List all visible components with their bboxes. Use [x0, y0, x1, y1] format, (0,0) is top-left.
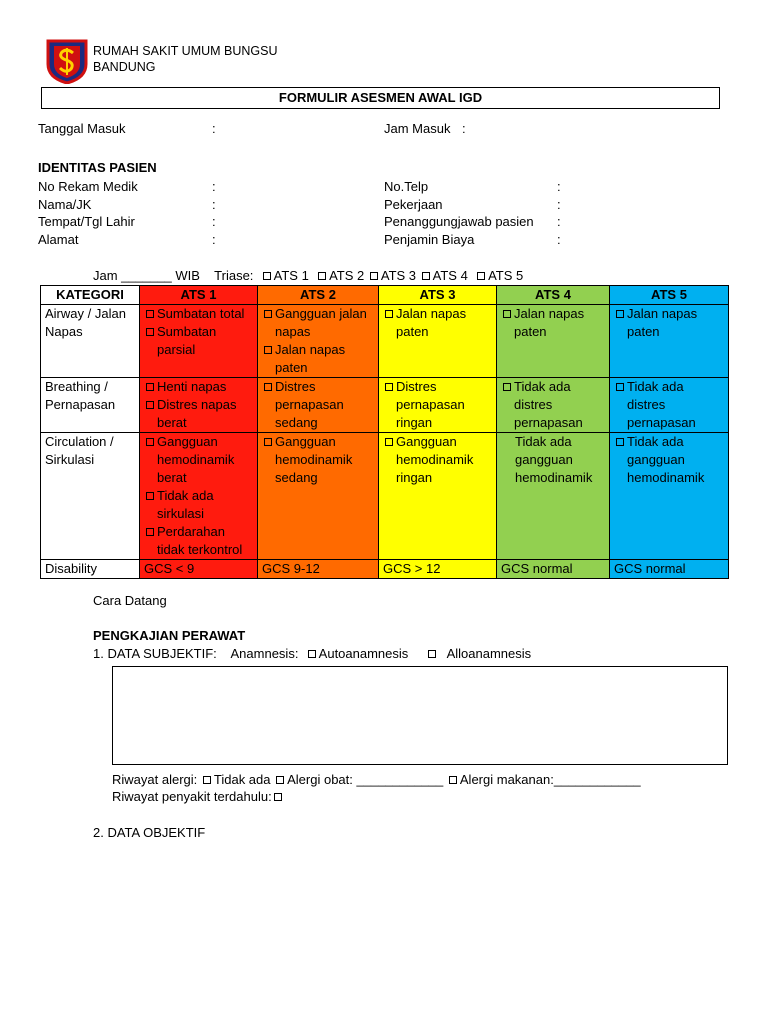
item-label: Tidak ada sirkulasi — [157, 488, 214, 521]
header-ats1: ATS 1 — [140, 286, 258, 305]
item-label: Distres pernapasan sedang — [275, 379, 344, 430]
triage-cell — [258, 433, 379, 560]
cell-item — [383, 305, 492, 341]
item-checkbox[interactable] — [146, 328, 154, 336]
subjective-textbox[interactable] — [112, 666, 728, 765]
item-checkbox[interactable] — [503, 383, 511, 391]
category-cell: Circulation / Sirkulasi — [41, 433, 140, 560]
triage-cell — [610, 560, 729, 579]
cell-item — [144, 305, 253, 323]
header-ats2: ATS 2 — [258, 286, 379, 305]
ats-option: ATS 4 — [432, 268, 468, 283]
item-label: Gangguan hemodinamik ringan — [396, 434, 474, 485]
item-label: Jalan napas paten — [396, 306, 467, 339]
category-cell: Disability — [41, 560, 140, 579]
form-title: FORMULIR ASESMEN AWAL IGD — [41, 87, 720, 109]
item-label: Perdarahan tidak terkontrol — [157, 524, 243, 557]
triage-cell — [497, 378, 610, 433]
item-label: Distres pernapasan ringan — [396, 379, 465, 430]
triage-cell — [610, 305, 729, 378]
cell-item — [262, 305, 374, 341]
item-checkbox[interactable] — [385, 383, 393, 391]
triage-cell — [497, 305, 610, 378]
header-ats3: ATS 3 — [379, 286, 497, 305]
item-label: Jalan napas paten — [514, 306, 585, 339]
hospital-name-line2: BANDUNG — [93, 60, 156, 74]
item-label: Gangguan hemodinamik sedang — [275, 434, 353, 485]
cell-item — [501, 305, 605, 341]
header-kategori: KATEGORI — [41, 286, 140, 305]
subjective-line — [93, 645, 531, 663]
cell-item — [614, 378, 724, 432]
ats3-checkbox[interactable] — [370, 272, 378, 280]
cell-item — [144, 433, 253, 487]
alloanamnesis-checkbox[interactable] — [428, 650, 436, 658]
item-checkbox[interactable] — [503, 310, 511, 318]
cell-item — [614, 560, 724, 578]
triage-cell — [258, 560, 379, 579]
item-label: Tidak ada distres pernapasan — [627, 379, 696, 430]
ats-option: ATS 3 — [380, 268, 417, 283]
identity-colon: : — [557, 232, 561, 247]
item-label: Henti napas — [157, 379, 227, 394]
cell-item — [614, 433, 724, 487]
item-checkbox[interactable] — [146, 492, 154, 500]
tanggal-masuk-label: Tanggal Masuk — [38, 121, 126, 136]
identity-left-label: Alamat — [38, 232, 79, 247]
triage-cell — [610, 433, 729, 560]
header-ats5: ATS 5 — [610, 286, 729, 305]
subjective-label: 1. DATA SUBJEKTIF: — [93, 646, 217, 661]
item-label: Sumbatan total — [157, 306, 245, 321]
cell-item — [144, 323, 253, 359]
cell-item — [144, 378, 253, 396]
cell-item — [501, 378, 605, 432]
cell-item — [383, 433, 492, 487]
ats-option: ATS 5 — [488, 268, 524, 283]
identity-colon: : — [557, 214, 561, 229]
identity-colon: : — [212, 197, 216, 212]
item-checkbox[interactable] — [385, 438, 393, 446]
triase-label: Triase: — [214, 268, 254, 283]
category-cell: Breathing / Pernapasan — [41, 378, 140, 433]
item-label: GCS normal — [501, 561, 573, 576]
cell-item — [501, 560, 605, 578]
riwayat-penyakit-label: Riwayat penyakit terdahulu: — [112, 789, 272, 804]
category-cell: Airway / Jalan Napas — [41, 305, 140, 378]
autoanamnesis-checkbox[interactable] — [308, 650, 316, 658]
identity-colon: : — [212, 179, 216, 194]
pengkajian-heading: PENGKAJIAN PERAWAT — [93, 628, 246, 643]
item-label: Jalan napas paten — [275, 342, 346, 375]
identity-left-label: No Rekam Medik — [38, 179, 138, 194]
triage-cell — [379, 433, 497, 560]
item-label: Gangguan jalan napas — [275, 306, 367, 339]
triage-cell — [379, 560, 497, 579]
item-label: Tidak ada gangguan hemodinamik — [627, 434, 705, 485]
allergy-line — [112, 771, 641, 789]
alloanamnesis-label: Alloanamnesis — [446, 646, 532, 661]
triage-cell — [140, 305, 258, 378]
triage-cell — [497, 433, 610, 560]
jam-masuk-colon: : — [462, 121, 466, 136]
item-label: Gangguan hemodinamik berat — [157, 434, 235, 485]
triage-cell — [258, 378, 379, 433]
item-checkbox[interactable] — [616, 310, 624, 318]
cell-item — [501, 433, 605, 487]
triage-table — [40, 285, 729, 579]
item-checkbox[interactable] — [385, 310, 393, 318]
identity-colon: : — [557, 179, 561, 194]
identity-right-label: Penanggungjawab pasien — [384, 214, 534, 229]
ats1-checkbox[interactable] — [263, 272, 271, 280]
objective-label: 2. DATA OBJEKTIF — [93, 825, 206, 840]
hospital-logo — [45, 38, 89, 84]
cell-item — [144, 560, 253, 578]
jam-masuk-label: Jam Masuk — [384, 121, 451, 136]
ats4-checkbox[interactable] — [422, 272, 430, 280]
table-row — [41, 433, 729, 560]
table-row — [41, 305, 729, 378]
item-checkbox[interactable] — [146, 528, 154, 536]
item-checkbox[interactable] — [146, 310, 154, 318]
tidak-ada-checkbox[interactable] — [203, 776, 211, 784]
item-checkbox[interactable] — [264, 310, 272, 318]
triage-cell — [140, 378, 258, 433]
cell-item — [144, 396, 253, 432]
alergi-obat-checkbox[interactable] — [276, 776, 284, 784]
item-checkbox[interactable] — [264, 438, 272, 446]
riwayat-penyakit-line — [112, 788, 285, 806]
identity-right-label: No.Telp — [384, 179, 429, 194]
autoanamnesis-label: Autoanamnesis — [318, 646, 409, 661]
alergi-obat-field[interactable]: Alergi obat: ____________ — [287, 772, 444, 787]
cell-item — [614, 305, 724, 341]
header-ats4: ATS 4 — [497, 286, 610, 305]
item-label: Tidak ada gangguan hemodinamik — [515, 434, 593, 485]
item-label: Jalan napas paten — [627, 306, 698, 339]
item-checkbox[interactable] — [146, 401, 154, 409]
riwayat-penyakit-checkbox[interactable] — [274, 793, 282, 801]
triage-cell — [140, 433, 258, 560]
identity-right-label: Pekerjaan — [384, 197, 443, 212]
jam-wib: Jam _______ WIB — [93, 268, 200, 283]
cell-item — [262, 560, 374, 578]
tanggal-masuk-colon: : — [212, 121, 216, 136]
item-label: Distres napas berat — [157, 397, 237, 430]
triage-cell — [379, 378, 497, 433]
item-checkbox[interactable] — [146, 438, 154, 446]
triage-cell — [140, 560, 258, 579]
identity-left-label: Nama/JK — [38, 197, 92, 212]
cell-item — [262, 341, 374, 377]
item-checkbox[interactable] — [146, 383, 154, 391]
item-label: Sumbatan parsial — [157, 324, 217, 357]
item-checkbox[interactable] — [616, 383, 624, 391]
item-label: Tidak ada distres pernapasan — [514, 379, 583, 430]
identitas-heading: IDENTITAS PASIEN — [38, 160, 157, 175]
cell-item — [262, 433, 374, 487]
cell-item — [383, 378, 492, 432]
cara-datang: Cara Datang — [93, 593, 167, 608]
triage-cell — [497, 560, 610, 579]
item-checkbox[interactable] — [264, 346, 272, 354]
anamnesis-label: Anamnesis: — [230, 646, 299, 661]
tidak-ada-label: Tidak ada — [213, 772, 271, 787]
cell-item — [262, 378, 374, 432]
identity-right-label: Penjamin Biaya — [384, 232, 475, 247]
cell-item — [383, 560, 492, 578]
hospital-name-line1: RUMAH SAKIT UMUM BUNGSU — [93, 44, 278, 58]
identity-left-label: Tempat/Tgl Lahir — [38, 214, 135, 229]
riwayat-alergi-label: Riwayat alergi: — [112, 772, 198, 787]
cell-item — [144, 523, 253, 559]
triage-cell — [379, 305, 497, 378]
item-checkbox[interactable] — [616, 438, 624, 446]
hospital-name — [93, 43, 278, 75]
item-label: GCS > 12 — [383, 561, 441, 576]
table-row — [41, 378, 729, 433]
table-header-row — [41, 286, 729, 305]
item-label: GCS < 9 — [144, 561, 195, 576]
ats-option: ATS 2 — [329, 268, 365, 283]
item-label: GCS normal — [614, 561, 686, 576]
identity-colon: : — [212, 214, 216, 229]
alergi-makanan-field[interactable]: Alergi makanan:____________ — [459, 772, 641, 787]
item-label: GCS 9-12 — [262, 561, 320, 576]
ats2-checkbox[interactable] — [318, 272, 326, 280]
ats5-checkbox[interactable] — [477, 272, 485, 280]
identity-colon: : — [212, 232, 216, 247]
ats-option: ATS 1 — [273, 268, 309, 283]
table-row — [41, 560, 729, 579]
identity-colon: : — [557, 197, 561, 212]
triage-cell — [610, 378, 729, 433]
cell-item — [144, 487, 253, 523]
alergi-makanan-checkbox[interactable] — [449, 776, 457, 784]
triage-cell — [258, 305, 379, 378]
item-checkbox[interactable] — [264, 383, 272, 391]
triage-line — [93, 267, 523, 285]
